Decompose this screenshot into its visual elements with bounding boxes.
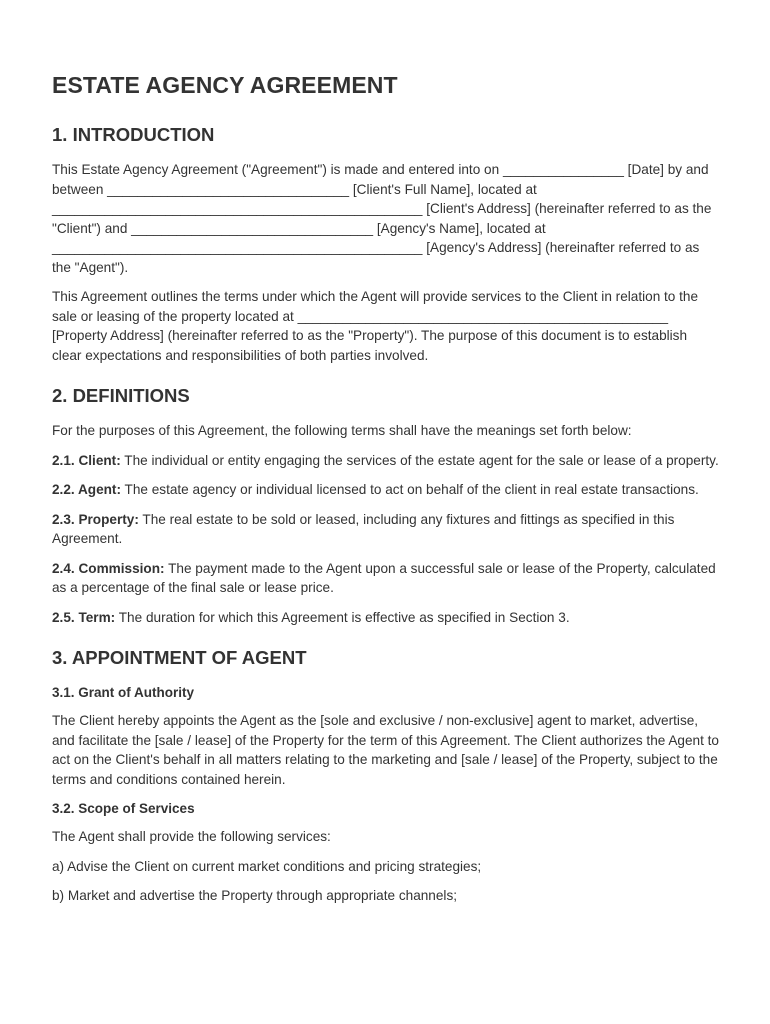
definition-item bbox=[52, 559, 720, 598]
definition-term: 2.3. Property: bbox=[52, 511, 139, 527]
definition-text: The estate agency or individual licensed to act on behalf of the client in real estate transactions. bbox=[120, 482, 699, 497]
document-title: ESTATE AGENCY AGREEMENT bbox=[52, 72, 398, 98]
definition-text: The individual or entity engaging the services of the estate agent for the sale or lease of a property. bbox=[120, 452, 719, 468]
definition-text: The payment made to the Agent upon a successful sale or lease of the Property, calculated as a percentage of the final sale or lease price. bbox=[52, 560, 716, 595]
definition-item bbox=[52, 451, 720, 471]
definition-term: 2.1. Client: bbox=[52, 452, 121, 468]
definition-term: 2.5. Term: bbox=[52, 609, 116, 625]
paragraph: The Client hereby appoints the Agent as the [sole and exclusive / non-exclusive] agent to market, advertise, and facilitate the [sale / lease] of the Property for the term of this Agreement. The Client authorizes the Agent to act on the Client's behalf in all matters relating to the marketing and [sale / lease] of the Property, subject to the terms and conditions contained herein. bbox=[52, 713, 719, 787]
paragraph: This Agreement outlines the terms under which the Agent will provide services to the Client in relation to the sale or leasing of the property located at _________________________________________________ [Property Address] (hereinafter referred to as the "Property"). The purpose of this document is to establish clear expectations and responsibilities of both parties involved. bbox=[52, 289, 699, 363]
section-appointment bbox=[52, 645, 720, 906]
definition-text: The real estate to be sold or leased, including any fixtures and fittings as specified in this Agreement. bbox=[52, 511, 675, 546]
service-item: a) Advise the Client on current market conditions and pricing strategies; bbox=[52, 858, 482, 874]
paragraph: This Estate Agency Agreement ("Agreement") is made and entered into on ________________ [Date] by and between ________________________________ [Client's Full Name], located at _________________________________________________ [Client's Address] (hereinafter referred to as the "Client") and ________________________________ [Agency's Name], located at _________________________________________________ [Agency's Address] (hereinafter referred to as the "Agent"). bbox=[52, 162, 712, 275]
definition-item bbox=[52, 480, 720, 500]
definition-item bbox=[52, 608, 720, 628]
section-heading: 1. INTRODUCTION bbox=[52, 124, 215, 145]
document-page bbox=[52, 70, 720, 924]
subsection-heading: 3.2. Scope of Services bbox=[52, 801, 195, 816]
definition-term: 2.2. Agent: bbox=[52, 482, 121, 497]
section-introduction bbox=[52, 122, 720, 365]
service-item: b) Market and advertise the Property through appropriate channels; bbox=[52, 888, 458, 903]
section-heading: 3. APPOINTMENT OF AGENT bbox=[52, 647, 307, 668]
paragraph: For the purposes of this Agreement, the following terms shall have the meanings set forth below: bbox=[52, 423, 632, 438]
subsection-heading: 3.1. Grant of Authority bbox=[52, 685, 195, 700]
definition-item bbox=[52, 510, 720, 549]
definition-term: 2.4. Commission: bbox=[52, 560, 165, 576]
section-definitions bbox=[52, 383, 720, 627]
definition-text: The duration for which this Agreement is effective as specified in Section 3. bbox=[115, 609, 570, 625]
paragraph: The Agent shall provide the following services: bbox=[52, 829, 331, 844]
section-heading: 2. DEFINITIONS bbox=[52, 385, 190, 406]
